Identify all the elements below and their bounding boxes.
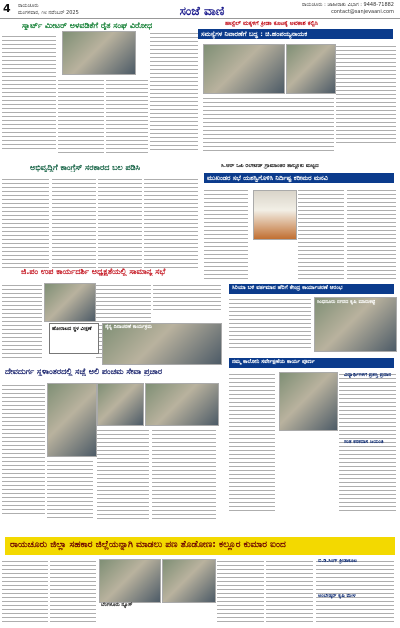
photo-audience-caption: ಸೈನ್ಯ ದಿನಾಚರಣೆ ಕಾರ್ಯಕ್ರಮ xyxy=(105,324,152,330)
text-column-5 xyxy=(336,44,396,146)
photo-survey xyxy=(279,372,338,431)
text-column-22 xyxy=(229,372,275,514)
headline-top-right-1: ಹಾಸ್ಟೆಲ್ ಮಕ್ಕಳಿಗೆ ಕ್ರೀಡಾ ಕೂಟಕ್ಕೆ ಅವಕಾಶ ಕಲ್ಪಿಸಿ xyxy=(225,21,318,27)
photo-market xyxy=(97,383,144,426)
text-column-10 xyxy=(144,177,198,269)
contact-line-2: contact@sanjevaani.com xyxy=(331,9,394,15)
section-name: ರಾಯಚೂರು xyxy=(18,3,39,9)
contact-line-1: ರಾಯಚೂರು : ಜಾಹೀರಾತು ವಿಭಾಗ : 9448-71882 xyxy=(301,2,394,8)
photo-bottom-1 xyxy=(99,559,161,603)
photo-bottom-2 xyxy=(162,559,216,603)
text-column-17 xyxy=(229,297,311,350)
side-headline-2: ವಿದ್ಯಾರ್ಥಿಗಳಿಗೆ ಪ್ರಶಸ್ತಿ ಪ್ರದಾನ xyxy=(344,373,391,378)
photo-protest xyxy=(62,31,136,75)
feature-kicker: ಸಿ.ಆರ್ ಓಪಿ ರಿಲೇಟೆಡ್ ಗ್ರಾಮಾಂತರ ತಾಲ್ಲೂಕು ಮಟ್ಟದ xyxy=(221,164,319,169)
headline-band-left: ಜಿ.ಪಂ ಉಪ ಕಾರ್ಯದರ್ಶಿ ಅಧ್ಯಕ್ಷತೆಯಲ್ಲಿ ಸಾಮಾನ್ಯ ಸಭೆ xyxy=(21,268,166,276)
text-column-26 xyxy=(217,559,264,623)
text-column-24 xyxy=(2,559,48,623)
issue-date: ಮಂಗಳವಾರ, ೧೮ ನವೆಂಬರ್ 2025 xyxy=(18,10,79,16)
page-number: 4 xyxy=(3,2,11,15)
photo-food xyxy=(145,383,219,426)
newspaper-logo: ಸಂಜೆ ವಾಣಿ xyxy=(179,4,225,18)
photo-committee xyxy=(44,283,96,322)
text-column-12 xyxy=(298,188,344,281)
headline-band-right: ಸಿರಿಯಾ ಬಳಿ ವರ್ತಮಾನ ಹೆರಿಗೆ ಕೇಂದ್ರ ಕಾರ್ಯಾಚರಣೆ ಆರಂಭ xyxy=(229,284,394,294)
text-column-4 xyxy=(150,31,198,153)
text-column-6 xyxy=(203,96,334,153)
side-headline-1: ಸಿಂಧನೂರು ನಗರದ ಕೃಷಿ ಮಾರುಕಟ್ಟೆ xyxy=(317,300,376,305)
photo-scale xyxy=(47,383,97,457)
text-column-19 xyxy=(97,428,149,519)
text-column-27 xyxy=(266,559,313,623)
info-box-caption: ಹೋರಾಟದ ಸ್ಥಳ ವೀಕ್ಷಣೆ xyxy=(52,326,92,332)
headline-top-right-2: ಸಮಸ್ಯೆಗಳ ನಿವಾರಣೆಗೆ ಬದ್ಧ : ಚಿ.ಹಂಪಯ್ಯನಾಯಕ xyxy=(198,29,393,39)
text-column-21 xyxy=(47,459,93,519)
masthead-rule xyxy=(0,18,400,19)
text-column-2 xyxy=(58,78,104,153)
photo-meeting-1 xyxy=(203,44,285,94)
text-column-3 xyxy=(106,78,148,153)
photo-meeting-2 xyxy=(286,44,336,94)
text-column-25 xyxy=(50,559,96,623)
side-headline-4: ಬಿ.ಡಿ.ಸಿಂಗ್ ಕ್ರೀಡಾಕೂಟ xyxy=(318,559,357,564)
text-column-1 xyxy=(2,34,56,152)
feature-headline: ಮುಖಂಡರ ಸಭೆ ಯಶಸ್ವಿಗೊಳಿಸಿ ನಿರ್ದಿಷ್ಟ ಕರೀಮರ ಮನವಿ xyxy=(204,173,394,183)
text-column-7 xyxy=(2,177,49,269)
text-column-14 xyxy=(2,283,42,358)
text-column-9 xyxy=(98,177,142,269)
headline-lower-right: ನಮ್ಮ ಕಾಲೋನಿ ಸರ್ವೇಕ್ಷಣೆಯ ಕಾರ್ಯ ಪೂರ್ಣ xyxy=(229,358,394,368)
text-column-16 xyxy=(153,283,221,311)
photo-health-center xyxy=(314,297,397,352)
text-column-18 xyxy=(2,383,45,517)
photo-bottom-caption: ಬೆಂಗಳೂರು ನ್ಯೂಸ್ xyxy=(101,602,133,608)
side-headline-5: ಅಂಬೇಡ್ಕರ್ ಕೃಷಿ ಮೇಳ xyxy=(318,594,356,599)
headline-top-left: ಸ್ಮಾರ್ಟ್ ಮೀಟರ್ ಅಳವಡಿಕೆಗೆ ರೈತ ಸಂಘ ವಿರೋಧ xyxy=(22,22,153,30)
text-column-13 xyxy=(347,188,396,281)
headline-lower-left: ದೇವದುರ್ಗ ಸ್ಥಳಾಂತರದಲ್ಲಿ ಸಚ್ಚೆ ಅಲಿ ಪಂಚಮ ಸೇವಾ ಪ್ರಚಾರ xyxy=(5,368,163,376)
contact-info xyxy=(259,2,394,16)
person-portrait xyxy=(253,190,297,240)
text-column-8 xyxy=(52,177,96,269)
text-column-28 xyxy=(316,559,394,623)
side-headline-3: ಸಂತ ಕನಕದಾಸ ಜಯಂತಿ xyxy=(344,440,384,445)
headline-middle-left: ಅಭಿವೃದ್ಧಿಗೆ ಕಾಂಗ್ರೆಸ್ ಸರಕಾರದ ಬಲ ಪಡಿಸಿ xyxy=(30,164,140,172)
headline-bottom-banner: ರಾಯಚೂರು ಜಿಲ್ಲಾ ಸಹಕಾರ ಜಿಲ್ಲೆಯನ್ನಾಗಿ ಮಾಡಲು ಪಣ ತೊಡೋಣ: ಕಲ್ಲೂರ ಕುಮಾರ ಐಂದ xyxy=(5,537,395,555)
text-column-20 xyxy=(152,428,216,519)
info-box xyxy=(49,323,99,354)
